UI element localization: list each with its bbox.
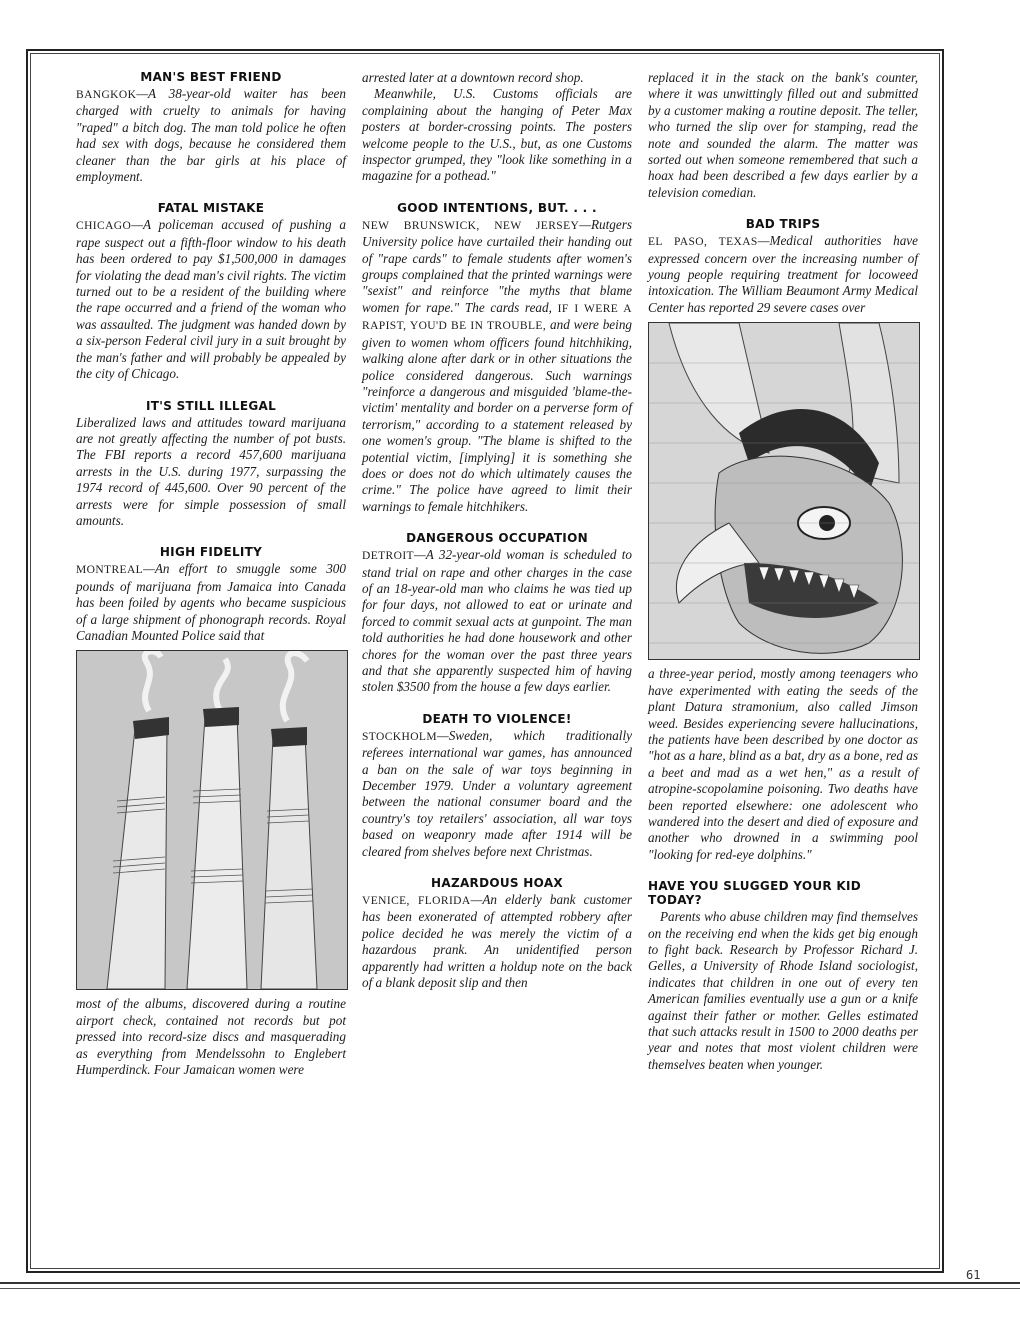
article-bad-trips: EL PASO, TEXAS—Medical authorities have expressed concern over the increasing number of young people requiring treatment for locoweed intoxication. The William Beaumont Army Medical Center has reported 29 severe cases over (648, 233, 918, 315)
dateline: STOCKHOLM (362, 730, 437, 743)
joints-illustration (76, 650, 348, 990)
rolled-sheet-music-joints-illustration (77, 651, 347, 989)
article-high-fidelity-continued: most of the albums, discovered during a routine airport check, contained not records but pot pressed into record-size discs and masquerading as everything from Mendelssohn to Englebert Humperdinck. Four Jamaican women were (76, 996, 346, 1077)
article-good-intentions: NEW BRUNSWICK, NEW JERSEY—Rutgers University police have curtailed their handing out of "rape cards" to female students after women's groups complained that the printed warnings were "sexist" and reinforce "the myths that blame women for rape." The cards read, IF I WERE A RAPIST, YOU'D BE IN TROUBLE, and were being given to women whom officers found hitchhiking, walking alone after dark or in other situations the police considered dangerous. Such warnings "reinforce a dangerous and misguided 'blame-the-victim' mentality and border on a perverse form of terrorism," according to a statement released by one women's group. "The blame is shifted to the potential victim, [implying] it is something she does or does not do which ultimately causes the crime." The police have agreed to limit their warnings to female hitchhikers. (362, 216, 633, 514)
article-slugged-kid: Parents who abuse children may find themselves on the receiving end when the kids get big enough to fight back. Research by Professor Richard J. Gelles, a University of Rhode Island sociologist, indicates that children in one out of every ten American families eventually use a gun or a knife against their father or mother. Gelles estimated that such attacks result in 1500 to 2000 deaths per year and notes that most violent children were themselves beaten when younger. (648, 909, 918, 1072)
card-text: IF I WERE A RAPIST, YOU'D BE IN TROUBLE, (362, 302, 632, 333)
article-bad-trips-continued: a three-year period, mostly among teenagers who have experimented with eating the seeds of the plant Datura stramonium, also called Jimson weed. Besides experiencing severe hallucinations, the patients have been described by one doctor as "hot as a hare, blind as a bat, dry as a bone, red as a beet and mad as a wet hen," as a result of atropine-scopolamine poisoning. Two deaths have been reported elsewhere: one adolescent who wandered into the desert and died of exposure and another who drowned in a swimming pool "looking for red-eye dolphins." (648, 666, 918, 862)
article-text-2: and were being given to women whom officers found hitchhiking, walking alone after dark or in other situations the police considered dangerous. Such warnings "reinforce a dangerous and misguided 'blame-the-victim' mentality and border on a perverse form of terrorism," according to a statement released by one women's group. "The blame is shifted to the potential victim, [implying] it is something she does or does not do which ultimately causes the crime." The police have agreed to limit their warnings to female hitchhikers. (362, 317, 633, 514)
article-text: Sweden, which traditionally referees international war games, has announced a ban on the sale of war toys beginning in December 1979. Under a voluntary agreement between the national consumer board and the country's toy retailers' association, all war toys based on weaponry made after 1914 will be cleared from shelves before next Christmas. (362, 727, 632, 859)
article-text: An effort to smuggle some 300 pounds of marijuana from Jamaica into Canada has been foiled by agents who became suspicious of a large shipment of phonograph records. Royal Canadian Mounted Police said that (76, 561, 346, 643)
article-hazardous-hoax: VENICE, FLORIDA—An elderly bank customer has been exonerated of attempted robbery after police decided he was merely the victim of a hazardous prank. An unidentified person apparently had written a holdup note on the back of a blank deposit slip and then (362, 892, 632, 991)
article-hazardous-hoax-continued: replaced it in the stack on the bank's counter, where it was unwittingly filled out and submitted by a customer making a routine deposit. The teller, who turned the slip over for stamping, read the note and sounded the alarm. The matter was sorted out when someone remembered that such a hoax had been described a few days earlier by a television comedian. (648, 70, 918, 200)
article-dangerous-occupation: DETROIT—A 32-year-old woman is scheduled to stand trial on rape and other charges in the case of an 18-year-old man who claims he was tied up for four days, not allowed to eat or urinate and forced to commit sexual acts at gunpoint. The man told authorities he had done housework and other chores for the woman over the past three years and that she apparently suspected him of having stolen $3500 from the house a few days earlier. (362, 547, 632, 695)
headline-still-illegal: IT'S STILL ILLEGAL (145, 398, 277, 413)
article-text: Rutgers University police have curtailed their handing out of "rape cards" to female students after women's groups complained that the printed warnings were "sexist" and reinforce "the myths that blame women for rape." The cards read, (362, 216, 632, 315)
dateline: CHICAGO (76, 220, 132, 233)
article-high-fidelity-customs: Meanwhile, U.S. Customs officials are complaining about the hanging of Peter Max posters at border-crossing points. The posters welcome people to the U.S., but, as one Customs inspector grumped, they "look like something in a magazine for a pothead." (362, 86, 632, 184)
article-text: Medical authorities have expressed concern over the increasing number of young people requiring treatment for locoweed intoxication. The William Beaumont Army Medical Center has reported 29 severe cases over (648, 233, 918, 315)
headline-bad-trips: BAD TRIPS (745, 217, 821, 232)
article-text: A 38-year-old waiter has been charged with cruelty to animals for having "raped" a bitch dog. The man told police he often had sex with dogs, because he considered them cleaner than the bar girls at his place of employment. (76, 86, 346, 185)
dateline: VENICE, FLORIDA (362, 895, 471, 908)
horned-beaked-creature-illustration (649, 323, 919, 659)
headline-fatal-mistake: FATAL MISTAKE (157, 201, 265, 216)
dateline: EL PASO, TEXAS (648, 236, 758, 249)
headline-high-fidelity: HIGH FIDELITY (159, 545, 263, 560)
article-text: A 32-year-old woman is scheduled to stand trial on rape and other charges in the case of an 18-year-old man who claims he was tied up for four days, not allowed to eat or urinate and forced to commit sexual acts at gunpoint. The man told authorities he had done housework and other chores for the woman over the past three years and that she apparently suspected him of having stolen $3500 from the house a few days earlier. (362, 547, 632, 695)
dateline: BANGKOK (76, 89, 137, 101)
column-3 (648, 70, 918, 1089)
article-mans-best-friend: BANGKOK—A 38-year-old waiter has been charged with cruelty to animals for having "raped" a bitch dog. The man told police he often had sex with dogs, because he considered them cleaner than the bar girls at his place of employment. (76, 86, 346, 185)
article-text: An elderly bank customer has been exonerated of attempted robbery after police decided he was merely the victim of a hazardous prank. An unidentified person apparently had written a holdup note on the back of a blank deposit slip and then (362, 892, 632, 991)
dateline: NEW BRUNSWICK, NEW JERSEY (362, 219, 580, 232)
headline-death-to-violence: DEATH TO VIOLENCE! (422, 711, 572, 726)
column-1 (76, 70, 346, 1094)
bottom-rule (0, 1282, 1020, 1284)
headline-hazardous-hoax: HAZARDOUS HOAX (431, 876, 563, 891)
dateline: MONTREAL (76, 564, 144, 577)
headline-dangerous-occupation: DANGEROUS OCCUPATION (406, 531, 588, 546)
column-2 (362, 70, 632, 1008)
creature-illustration (648, 322, 920, 660)
headline-slugged-kid: HAVE YOU SLUGGED YOUR KID TODAY? (648, 879, 862, 908)
page-number: 61 (966, 1268, 981, 1282)
article-high-fidelity: MONTREAL—An effort to smuggle some 300 pounds of marijuana from Jamaica into Canada has been foiled by agents who became suspicious of a large shipment of phonograph records. Royal Canadian Mounted Police said that (76, 561, 346, 643)
article-fatal-mistake: CHICAGO—A policeman accused of pushing a rape suspect out a fifth-floor window to his death has been ordered to pay $1,500,000 in damages for violating the dead man's civil rights. The victim turned out to be a resident of the building where the rape occurred and a friend of the woman who was assaulted. The judgment was handed down by a six-person Federal civil jury in a suit brought by the man's father and will probably be appealed by the city of Chicago. (76, 217, 346, 382)
bottom-rule-thin (0, 1288, 1020, 1289)
article-text: A policeman accused of pushing a rape suspect out a fifth-floor window to his death has been ordered to pay $1,500,000 in damages for violating the dead man's civil rights. The victim turned out to be a resident of the building where the rape occurred and a friend of the woman who was assaulted. The judgment was handed down by a six-person Federal civil jury in a suit brought by the man's father and will probably be appealed by the city of Chicago. (76, 217, 346, 382)
article-death-to-violence: STOCKHOLM—Sweden, which traditionally referees international war games, has announced a ban on the sale of war toys beginning in December 1979. Under a voluntary agreement between the national consumer board and the country's toy retailers' association, all war toys based on weaponry made after 1914 will be cleared from shelves before next Christmas. (362, 727, 632, 859)
dateline: DETROIT (362, 550, 414, 563)
headline-good-intentions: GOOD INTENTIONS, BUT. . . . (397, 200, 597, 215)
article-still-illegal: Liberalized laws and attitudes toward marijuana are not greatly affecting the number of pot busts. The FBI reports a record 457,600 marijuana arrests in the U.S. during 1977, surpassing the 1974 record of 445,600. Over 90 percent of the arrests were for simple possession of small amounts. (76, 414, 346, 528)
headline-mans-best-friend: MAN'S BEST FRIEND (140, 70, 282, 84)
article-high-fidelity-continued-2: arrested later at a downtown record shop. (362, 70, 584, 85)
